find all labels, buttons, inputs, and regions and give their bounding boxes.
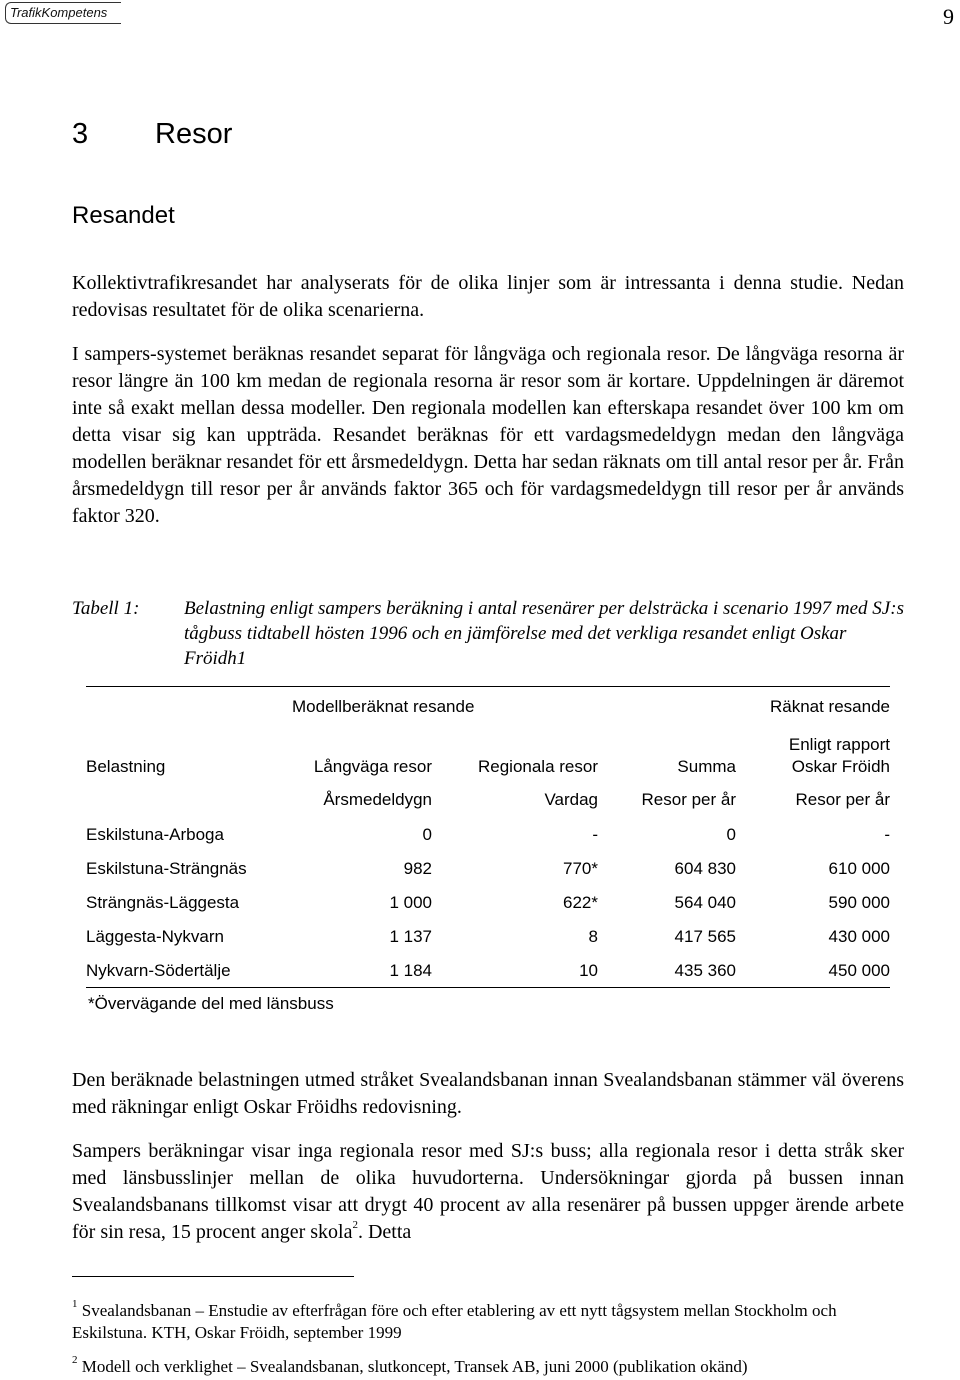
unit-regionala: Vardag — [544, 790, 598, 809]
section-number: 3 — [72, 118, 89, 150]
table-group-header-row — [86, 690, 890, 724]
unit-langvaga: Årsmedeldygn — [323, 790, 432, 809]
cell-rapport: 430 000 — [828, 927, 890, 946]
footnote-1-text: Svealandsbanan – Enstudie av efterfrågan före och efter etablering av ett nytt tågsystem mellan Stockholm och Eskilstuna. KTH, Oskar Fröidh, september 1999 — [72, 1301, 837, 1342]
trafikkompetens-logo — [5, 2, 121, 24]
paragraph-intro: Kollektivtrafikresandet har analyserats för de olika linjer som är intressanta i denna studie. Nedan redovisas resultatet för de olika scenarierna. — [72, 272, 904, 321]
header-rapport-line2: Oskar Fröidh — [791, 757, 890, 776]
table-note: *Övervägande del med länsbuss — [88, 994, 334, 1013]
cell-route: Eskilstuna-Arboga — [86, 825, 224, 844]
cell-route: Strängnäs-Läggesta — [86, 893, 240, 912]
subsection-heading: Resandet — [72, 202, 175, 229]
paragraph-sampers-buss — [72, 1138, 904, 1246]
cell-regionala: 622* — [563, 893, 598, 912]
cell-regionala: 8 — [588, 927, 598, 946]
header-langvaga: Långväga resor — [313, 757, 432, 776]
section-heading — [72, 118, 232, 151]
cell-rapport: - — [884, 825, 890, 844]
cell-rapport: 610 000 — [828, 859, 890, 878]
cell-summa: 564 040 — [674, 893, 736, 912]
footnote-2-number: 2 — [72, 1354, 78, 1367]
cell-langvaga: 1 000 — [389, 893, 432, 912]
table-header-row — [86, 724, 890, 782]
header-model-group: Modellberäknat resande — [292, 697, 475, 716]
cell-summa: 435 360 — [674, 961, 736, 980]
cell-regionala: - — [592, 825, 598, 844]
table-bottom-rule — [86, 987, 890, 988]
unit-rapport: Resor per år — [795, 790, 890, 809]
header-rapport — [736, 724, 890, 782]
cell-langvaga: 1 184 — [389, 961, 432, 980]
paragraph-belastning: Den beräknade belastningen utmed stråket Svealandsbanan innan Svealandsbanan stämmer väl överens med räkningar enligt Oskar Fröidhs redovisning. — [72, 1069, 904, 1118]
header-rapport-line1: Enligt rapport — [788, 735, 890, 754]
footnote-2-text: Modell och verklighet – Svealandsbanan, slutkoncept, Transek AB, juni 2000 (publikation okänd) — [81, 1357, 748, 1376]
cell-route: Nykvarn-Södertälje — [86, 961, 231, 980]
cell-summa: 417 565 — [674, 927, 736, 946]
cell-langvaga: 982 — [403, 859, 432, 878]
cell-route: Eskilstuna-Strängnäs — [86, 859, 247, 878]
table-unit-row — [86, 782, 890, 818]
footnote-1-number: 1 — [72, 1298, 78, 1311]
section-title: Resor — [155, 118, 233, 150]
footnote-separator — [72, 1276, 354, 1277]
footnote-1 — [72, 1300, 904, 1344]
table-row — [86, 886, 890, 920]
footnote-2 — [72, 1356, 904, 1378]
header-regionala: Regionala resor — [477, 757, 598, 776]
table-row — [86, 818, 890, 852]
cell-summa: 0 — [726, 825, 736, 844]
unit-summa: Resor per år — [641, 790, 736, 809]
belastning-table — [86, 690, 890, 988]
cell-regionala: 770* — [563, 859, 598, 878]
cell-rapport: 590 000 — [828, 893, 890, 912]
table-top-rule — [86, 686, 890, 687]
footnote-ref-2: 2 — [352, 1219, 358, 1232]
table-caption-label: Tabell 1: — [72, 598, 140, 619]
cell-rapport: 450 000 — [828, 961, 890, 980]
header-belastning: Belastning — [86, 757, 166, 776]
cell-route: Läggesta-Nykvarn — [86, 927, 224, 946]
header-summa: Summa — [677, 757, 736, 776]
paragraph-sampers: I sampers-systemet beräknas resandet separat för långväga och regionala resor. De långväga resorna är resor längre än 100 km medan de regionala resorna är resor som är kortare. Uppdelningen är däremot inte så exakt mellan dessa modeller. Den regionala modellen kan efterskapa resandet över 100 km om detta visar sig kan uppträda. Resandet beräknas för ett vardagsmedeldygn medan den långväga modellen beräknar resandet för ett årsmedeldygn. Detta har sedan räknats om till antal resor per år. Från årsmedeldygn till resor per år används faktor 365 och för vardagsmedeldygn till resor per år används faktor 320. — [72, 343, 904, 527]
logo-text: TrafikKompetens — [5, 2, 121, 24]
cell-langvaga: 0 — [422, 825, 432, 844]
cell-regionala: 10 — [579, 961, 598, 980]
page-number: 9 — [943, 4, 954, 29]
paragraph-sampers-buss-text: Sampers beräkningar visar inga regionala resor med SJ:s buss; alla regionala resor i detta stråk sker med länsbusslinjer mellan de olika huvudorterna. Undersökningar gjorda på bussen innan Svealandsbanans tillkomst visar att drygt 40 procent av alla resenärer på bussen uppger ärende arbete för sin resa, 15 procent anger skola — [72, 1140, 904, 1243]
table-row — [86, 920, 890, 954]
cell-langvaga: 1 137 — [389, 927, 432, 946]
table-row — [86, 852, 890, 886]
table-caption-text: Belastning enligt sampers beräkning i antal resenärer per delsträcka i scenario 1997 med SJ:s tågbuss tidtabell hösten 1996 och en jämförelse med det verkliga resandet enligt Oskar Fröidh1 — [184, 598, 904, 669]
table-caption — [72, 596, 904, 671]
paragraph-sampers-buss-tail: . Detta — [357, 1221, 412, 1243]
cell-summa: 604 830 — [674, 859, 736, 878]
table-row — [86, 954, 890, 988]
header-count-group: Räknat resande — [769, 697, 890, 716]
